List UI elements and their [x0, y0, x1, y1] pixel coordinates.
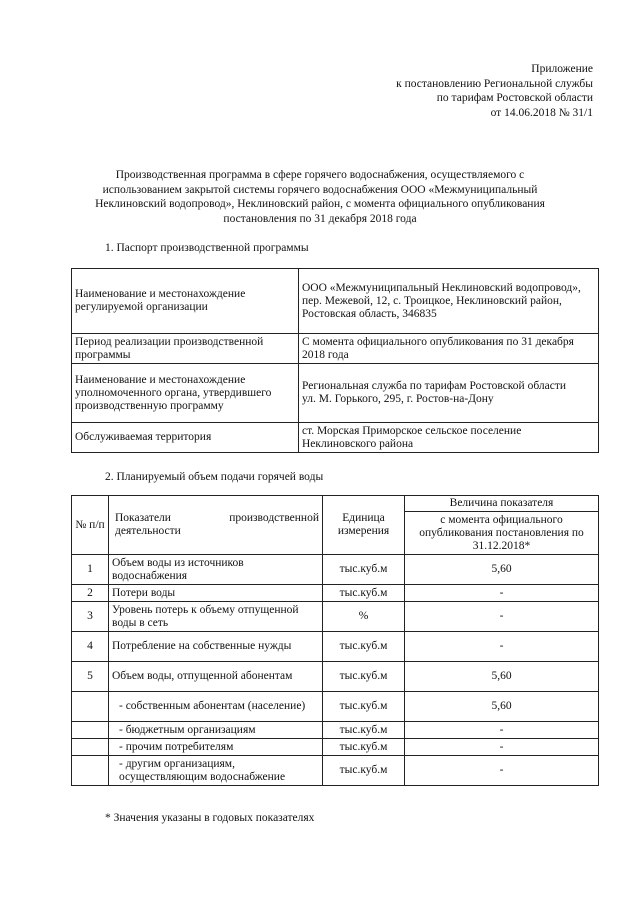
appendix-line: Приложение: [531, 63, 593, 75]
row-value: 5,60: [405, 662, 599, 692]
volume-table: [71, 495, 599, 786]
row-unit: тыс.куб.м: [323, 555, 405, 585]
header-num: № п/п: [72, 496, 109, 555]
passport-value: [299, 364, 599, 423]
row-indicator: - другим организациям, осуществляющим водоснабжение: [109, 756, 323, 786]
footnote: * Значения указаны в годовых показателях: [105, 812, 315, 824]
row-indicator: - собственным абонентам (население): [109, 692, 323, 722]
passport-label: Обслуживаемая территория: [72, 423, 299, 453]
row-unit: тыс.куб.м: [323, 756, 405, 786]
title-line: использованием закрытой системы горячего водоснабжения ООО «Межмуниципальный: [102, 183, 538, 196]
row-unit: тыс.куб.м: [323, 739, 405, 756]
row-num: [72, 756, 109, 786]
row-num: 2: [72, 585, 109, 602]
header-value-period: с момента официального опубликования постановления по 31.12.2018*: [405, 512, 599, 555]
section-heading-passport: 1. Паспорт производственной программы: [105, 242, 309, 254]
row-value: -: [405, 739, 599, 756]
row-value: -: [405, 602, 599, 632]
table-row: [72, 269, 599, 334]
table-row: [72, 555, 599, 585]
passport-label: Наименование и местонахождение регулируемой организации: [72, 269, 299, 334]
table-row: [72, 722, 599, 739]
row-indicator: Потребление на собственные нужды: [109, 632, 323, 662]
row-num: [72, 722, 109, 739]
row-value: 5,60: [405, 555, 599, 585]
passport-value-line: пер. Межевой, 12, с. Троицкое, Неклиновский район, Ростовская область, 346835: [302, 294, 562, 320]
appendix-block: [396, 62, 593, 120]
row-indicator: Потери воды: [109, 585, 323, 602]
passport-value: [299, 334, 599, 364]
header-unit: Единица измерения: [323, 496, 405, 555]
row-num: 4: [72, 632, 109, 662]
table-row: [72, 756, 599, 786]
table-row: [72, 662, 599, 692]
row-num: [72, 739, 109, 756]
row-value: -: [405, 585, 599, 602]
row-unit: тыс.куб.м: [323, 585, 405, 602]
passport-label: Период реализации производственной программы: [72, 334, 299, 364]
section-heading-volume: 2. Планируемый объем подачи горячей воды: [105, 471, 324, 483]
title-line: Неклиновский водопровод», Неклиновский район, с момента официального опубликования: [95, 198, 545, 210]
row-num: [72, 692, 109, 722]
row-num: 3: [72, 602, 109, 632]
passport-value: [299, 269, 599, 334]
row-value: -: [405, 722, 599, 739]
table-row: [72, 423, 599, 453]
row-unit: тыс.куб.м: [323, 662, 405, 692]
row-indicator: Уровень потерь к объему отпущенной воды в сеть: [109, 602, 323, 632]
row-num: 5: [72, 662, 109, 692]
table-row: [72, 602, 599, 632]
row-unit: тыс.куб.м: [323, 692, 405, 722]
passport-value-line: ул. М. Горького, 295, г. Ростов-на-Дону: [302, 393, 494, 405]
row-value: -: [405, 756, 599, 786]
row-unit: %: [323, 602, 405, 632]
table-row: [72, 364, 599, 423]
row-num: 1: [72, 555, 109, 585]
row-unit: тыс.куб.м: [323, 722, 405, 739]
passport-value-line: Региональная служба по тарифам Ростовской области: [302, 380, 567, 392]
row-unit: тыс.куб.м: [323, 632, 405, 662]
row-value: -: [405, 632, 599, 662]
title-line: Производственная программа в сфере горячего водоснабжения, осуществляемого с: [115, 169, 525, 181]
passport-table: [71, 268, 599, 453]
appendix-line: по тарифам Ростовской области: [436, 92, 593, 104]
table-row: [72, 739, 599, 756]
table-row: [72, 692, 599, 722]
table-row: [72, 632, 599, 662]
table-row: [72, 585, 599, 602]
row-indicator: - прочим потребителям: [109, 739, 323, 756]
header-value-group: Величина показателя: [405, 496, 599, 512]
appendix-line: от 14.06.2018 № 31/1: [490, 106, 593, 119]
passport-value: [299, 423, 599, 453]
appendix-line: к постановлению Региональной службы: [396, 77, 593, 90]
passport-label: Наименование и местонахождение уполномоченного органа, утвердившего производственную программу: [72, 364, 299, 423]
row-value: 5,60: [405, 692, 599, 722]
document-title: [70, 168, 570, 226]
row-indicator: Объем воды, отпущенной абонентам: [109, 662, 323, 692]
title-line: постановления по 31 декабря 2018 года: [223, 212, 417, 225]
passport-value-line: ст. Морская Приморское сельское поселение Неклиновского района: [302, 424, 522, 450]
table-row: [72, 334, 599, 364]
row-indicator: - бюджетным организациям: [109, 722, 323, 739]
table-header-row: [72, 496, 599, 512]
header-indicator: Показатели производственной деятельности: [109, 496, 323, 555]
row-indicator: Объем воды из источников водоснабжения: [109, 555, 323, 585]
passport-value-line: С момента официального опубликования по 31 декабря 2018 года: [302, 335, 574, 361]
passport-value-line: ООО «Межмуниципальный Неклиновский водопровод»,: [302, 281, 581, 294]
